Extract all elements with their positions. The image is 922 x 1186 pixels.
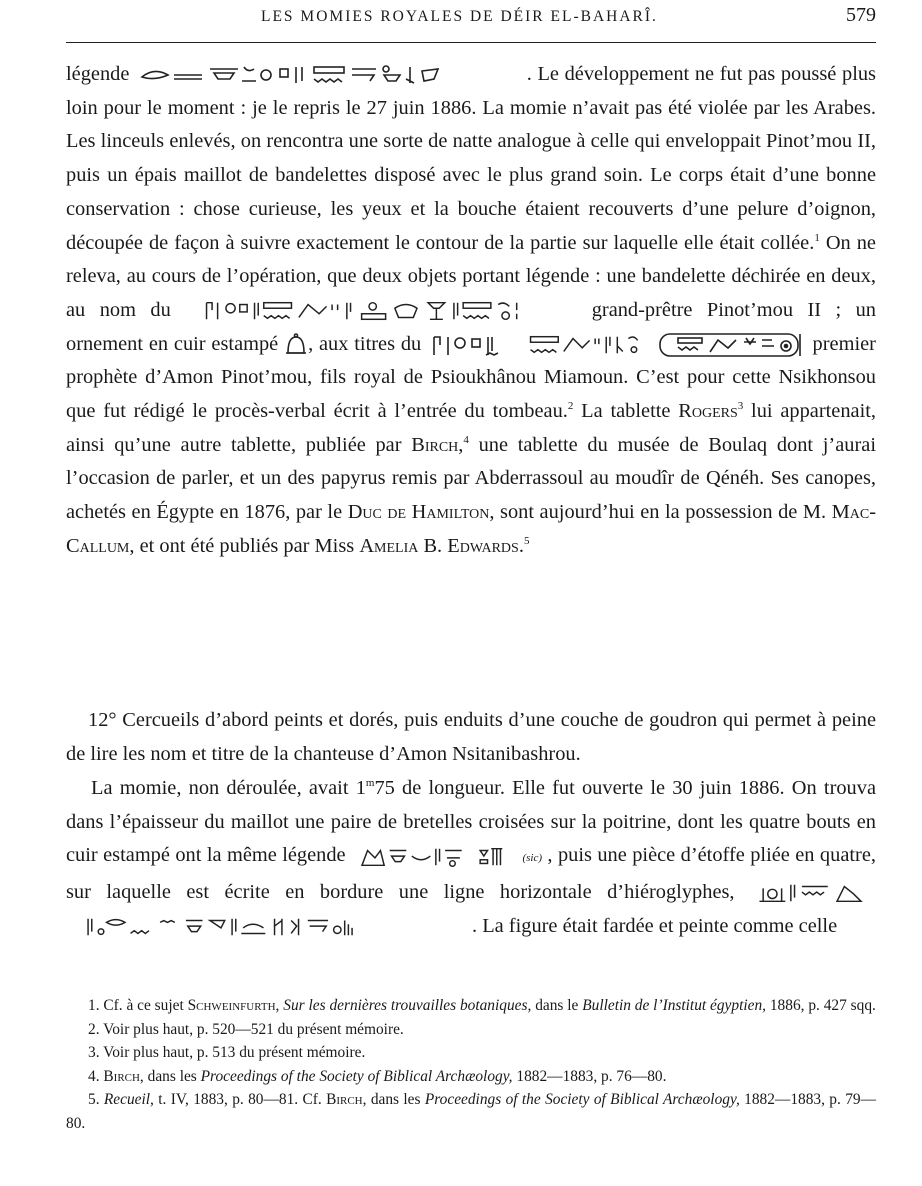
hieroglyph-legend-braces [354, 845, 514, 869]
hieroglyph-titles-short [430, 333, 512, 357]
unit-metre: m [365, 777, 375, 790]
text-run: On ne releva, au cours de l’opération, que deux objets portant légende : une bandelette déchirée en deux, au nom du [66, 231, 876, 321]
hieroglyph-border-line-2 [69, 915, 469, 939]
footnote-1: 1. Cf. à ce sujet Schweinfurth, Sur les dernières trouvailles botaniques, dans le Bulletin de l’Institut égyptien, 1886, p. 427 sqq. [88, 997, 876, 1014]
footnote-3: 3. Voir plus haut, p. 513 du présent mémoire. [88, 1044, 366, 1062]
author-rogers: Rogers [678, 400, 738, 423]
text-run: La tablette [573, 400, 679, 423]
name-mac-callum: Mac-Callum, [66, 501, 877, 557]
bell-ornament-icon [284, 333, 308, 357]
text-run: premier prophète d’Amon Pinot’mou, fils royal de Psioukhânou Miamoun. C’est pour cette Nsikhonsou que fut rédigé le procès-verbal écrit à l’entrée du tombeau. [66, 332, 876, 423]
page-number: 579 [846, 4, 876, 26]
page-header [66, 4, 876, 34]
footnote-ref-3[interactable]: 3 [737, 400, 744, 413]
footnote-ref-4[interactable]: 4 [463, 433, 469, 446]
hieroglyph-name-pinotmou [188, 299, 574, 323]
paragraph-nsikhonsou [66, 58, 876, 564]
text-run: , aux titres du [308, 332, 422, 355]
footnote-ref-5[interactable]: 5 [523, 535, 530, 548]
text-run: et ont été publiés par Miss [134, 534, 360, 557]
author-birch: Birch, [411, 433, 464, 456]
footnote-ref-1[interactable]: 1 [814, 231, 820, 244]
text-run: , puis une pièce d’étoffe pliée en quatre, sur laquelle est écrite en bordure une ligne horizontale d’hiéroglyphes, [66, 844, 876, 904]
text-run: une tablette du musée de Boulaq dont j’aurai l’occasion de parler, et un des papyrus remis par Abderrassoul au moudîr de Qénéh. Ses canopes, achetés en Égypte en 1876, par le [66, 433, 876, 524]
footnote-2: 2. Voir plus haut, p. 520—521 du présent mémoire. [88, 1020, 404, 1038]
text-run: 75 de longueur. Elle fut ouverte le 30 juin 1886. On trouva dans l’épaisseur du maillot une paire de bretelles croisées sur la poitrine, dont les quatre bouts en cuir estampé ont la même légende [66, 777, 876, 867]
text-run: . La figure était fardée et peinte comme celle [472, 914, 838, 937]
hieroglyph-titles-long [524, 333, 646, 357]
paragraph-item-12: 12° Cercueils d’abord peints et dorés, puis enduits d’une couche de goudron qui permet à peine de lire les nom et titre de la chanteuse d’Amon Nsitanibashrou. [66, 709, 876, 765]
sic-mark: (sic) [522, 852, 542, 865]
text-run: sont aujourd’hui en la possession de M. [494, 501, 832, 524]
text-run: grand-prêtre Pinot’mou II ; un ornement en cuir estampé [66, 298, 876, 355]
text-run: La momie, non déroulée, avait 1 [91, 777, 366, 799]
footnote-4: 4. Birch, dans les Proceedings of the Society of Biblical Archæology, 1882—1883, p. 76—80. [88, 1067, 667, 1085]
paragraph-mummy [66, 772, 876, 944]
text-run: . Le développement ne fut pas poussé plus loin pour le moment : je le repris le 27 juin 1886. La momie n’avait pas été violée par les Arabes. Les linceuls enlevés, on rencontra une sorte de natte analogue à celle qui enveloppait Pinot’mou II, puis un épais maillot de bandelettes disposé avec le plus grand soin. Le corps était d’une bonne conservation : chose curieuse, les yeux et la bouche étaient recouverts d’une pelure d’oignon, découpée de façon à suivre exactement le contour de la partie sur laquelle elle était collée. [66, 63, 876, 254]
hieroglyph-legend-1 [138, 63, 518, 87]
name-amelia-edwards: Amelia B. Edwards. [359, 534, 524, 557]
hieroglyph-border-line [753, 881, 873, 905]
footnote-ref-2[interactable]: 2 [567, 400, 574, 413]
running-title: LES MOMIES ROYALES DE DÉIR EL-BAHARÎ. [261, 8, 658, 25]
text-run: lui appartenait, ainsi qu’une autre tablette, publiée par [66, 400, 876, 456]
header-rule [66, 42, 876, 43]
name-duc-de-hamilton: Duc de Hamilton, [347, 501, 495, 524]
royal-cartouche [658, 332, 804, 358]
footnote-5: 5. Recueil, t. IV, 1883, p. 80—81. Cf. Birch, dans les Proceedings of the Society of Biblical Archæology, 1882—1883, p. 79—80. [66, 1091, 876, 1132]
text-run: légende [66, 63, 130, 85]
footnotes [66, 994, 876, 1136]
